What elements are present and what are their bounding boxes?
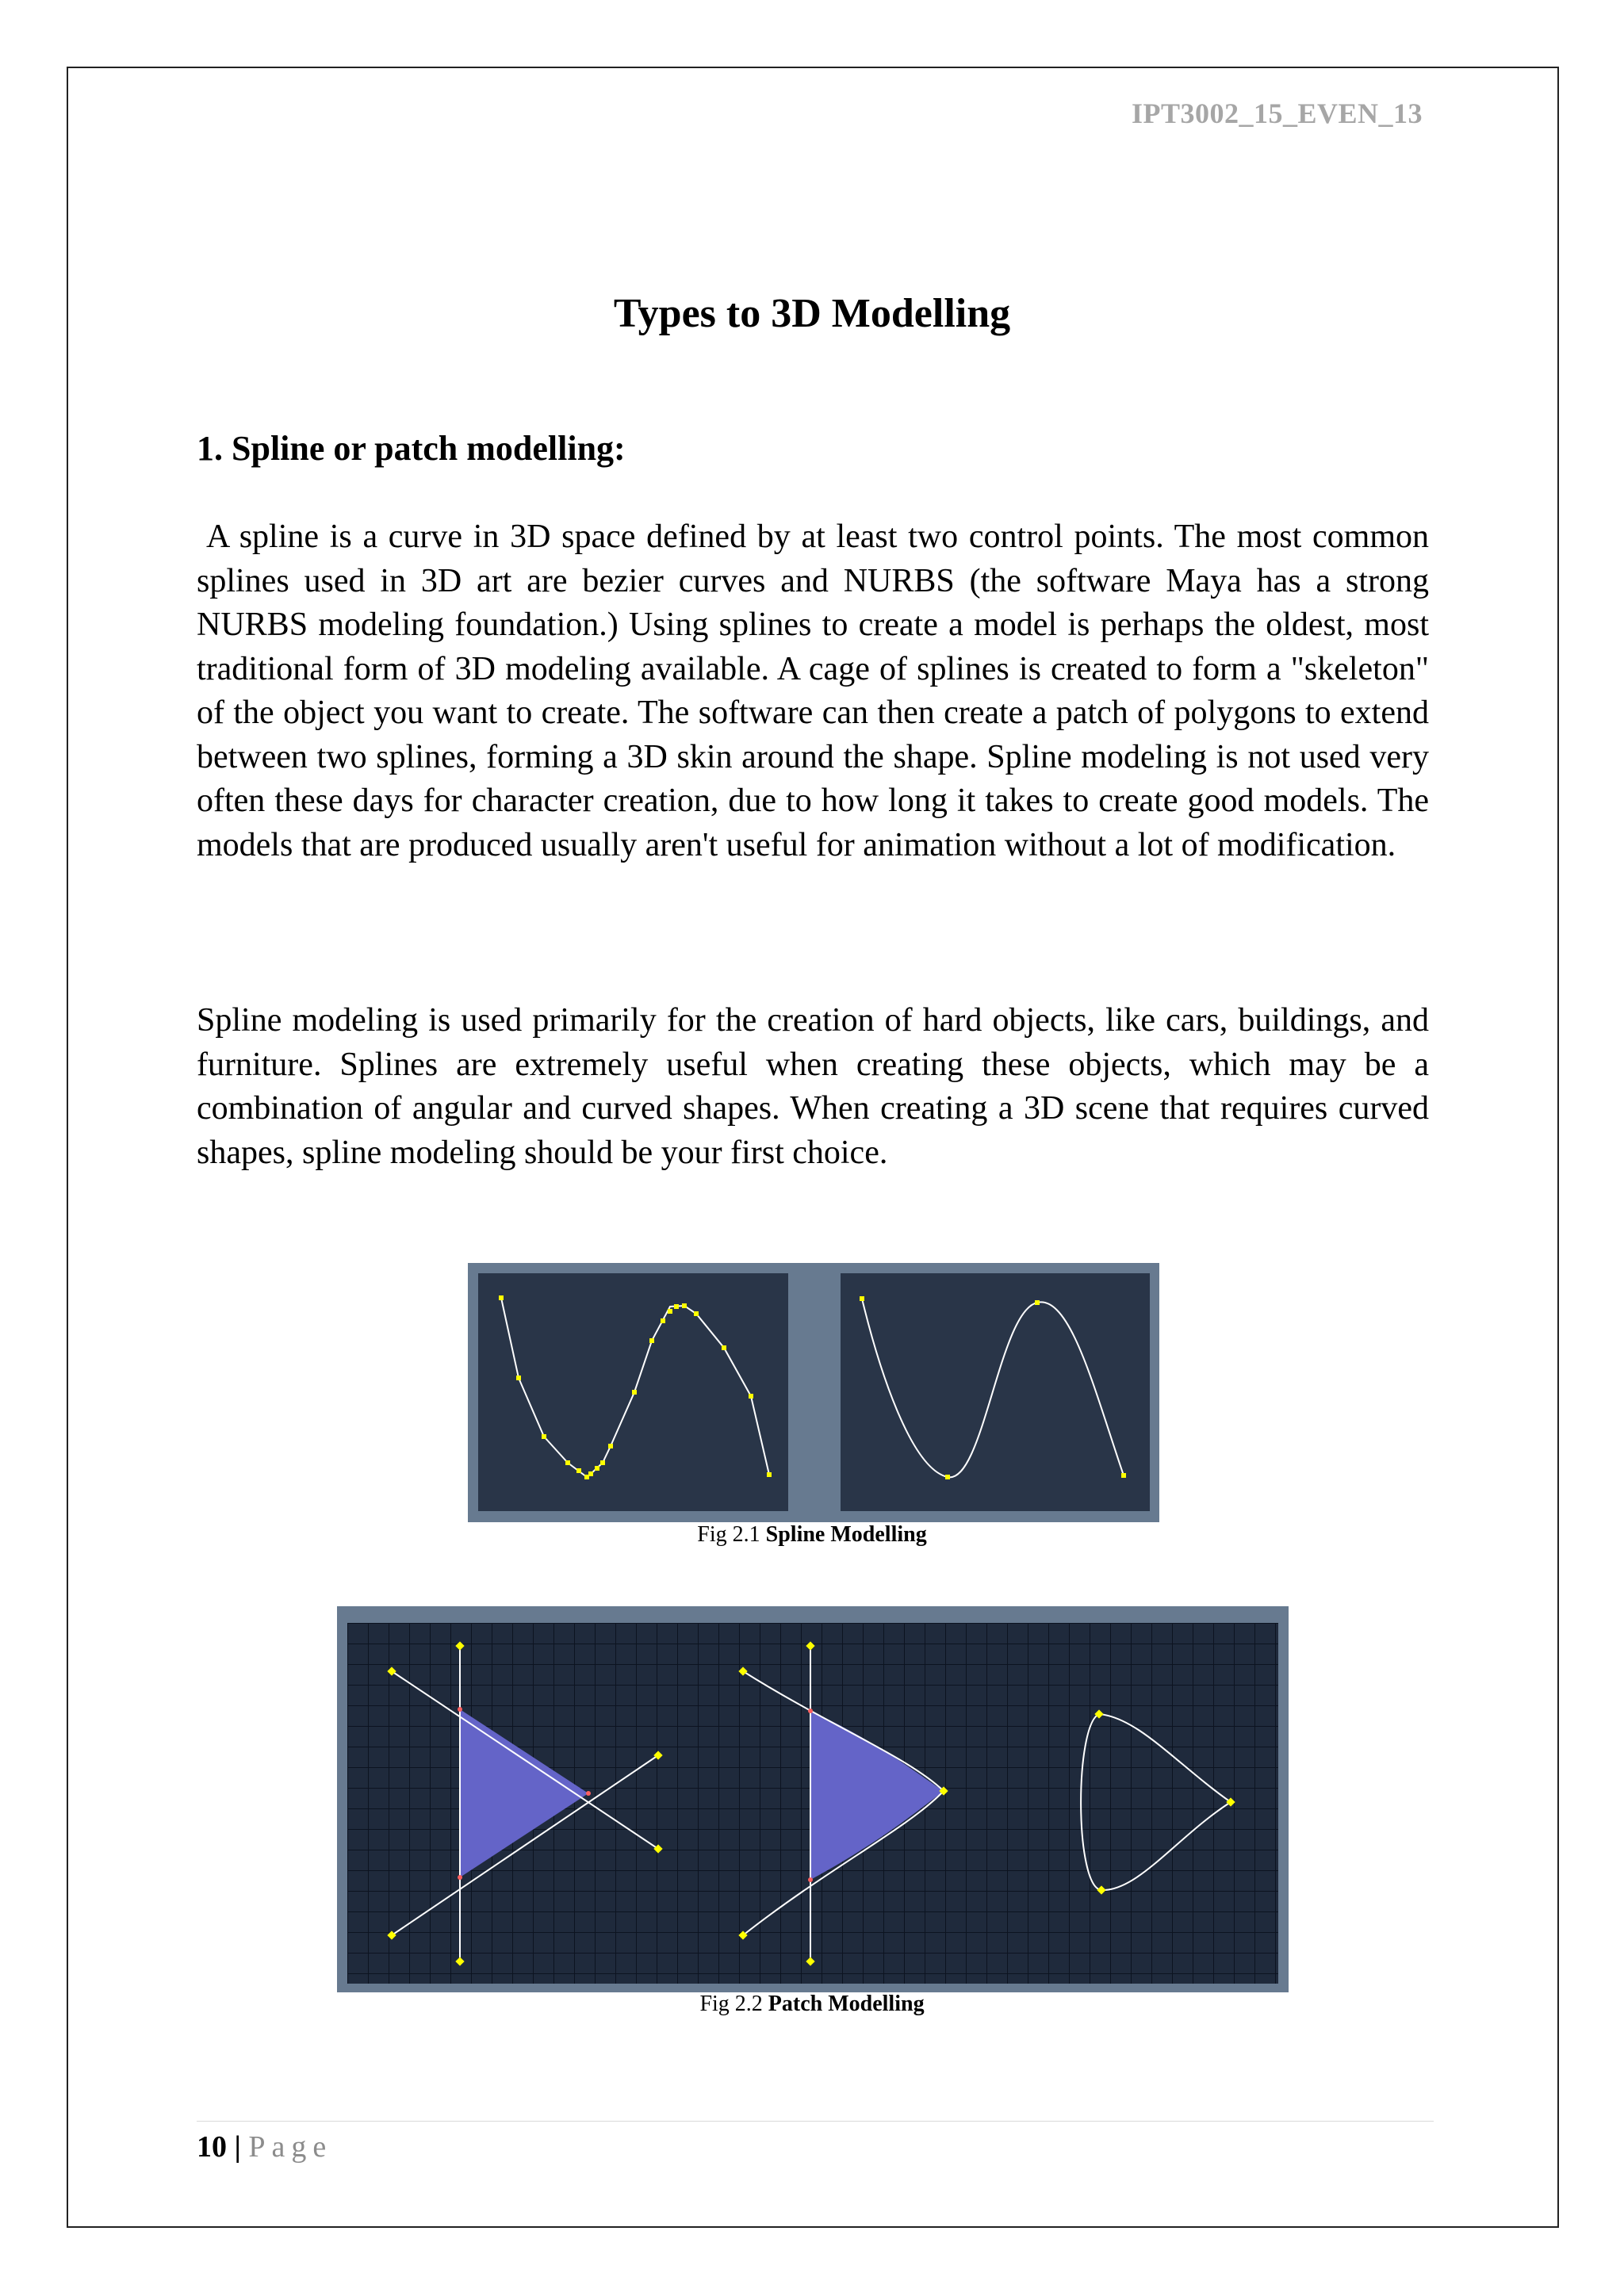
paragraph-spline-definition: A spline is a curve in 3D space defined by at least two control points. The most common splines used in 3D art are bezier curves and NURBS (the software Maya has a strong NURBS modeling foundation.) Using splines to create a model is perhaps the oldest, most traditional form of 3D modeling available. A cage of splines is created to form a "skeleton" of the object you want to create. The software can then create a patch of polygons to extend between two splines, forming a 3D skin around the shape. Spline modeling is not used very often these days for character creation, due to how long it takes to create good models. The models that are produced usually aren't useful for animation without a lot of modification. [197, 519, 1429, 863]
page-number: 10 [197, 2130, 227, 2164]
figure-caption-patch [0, 1992, 1624, 2017]
footer-separator: | [227, 2130, 249, 2164]
page-title: Types to 3D Modelling [613, 291, 1011, 336]
caption-title: Spline Modelling [765, 1522, 927, 1547]
viewport-right [841, 1273, 1150, 1511]
section-heading: 1. Spline or patch modelling: [197, 429, 626, 468]
caption-prefix: Fig 2.2 [699, 1992, 763, 2016]
caption-title: Patch Modelling [768, 1992, 925, 2016]
page-label: Page [248, 2130, 333, 2164]
figure-caption-spline [0, 1522, 1624, 1548]
footer-divider [197, 2121, 1434, 2122]
caption-prefix: Fig 2.1 [697, 1522, 760, 1547]
figure-patch-modelling [337, 1606, 1289, 1992]
document-code: IPT3002_15_EVEN_13 [1131, 98, 1423, 129]
paragraph-spline-uses: Spline modeling is used primarily for the creation of hard objects, like cars, buildings, and furniture. Splines are extremely useful when creating these objects, which may be a combination of angular and curved shapes. When creating a 3D scene that requires curved shapes, spline modeling should be your first choice. [197, 1002, 1429, 1171]
figure-spline-modelling [468, 1263, 1159, 1522]
page-footer [197, 2130, 332, 2164]
